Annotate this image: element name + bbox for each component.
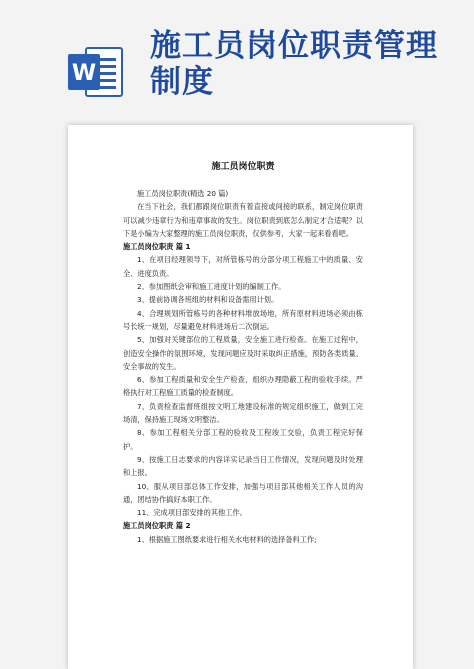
section-heading: 施工员岗位职责 篇 2 [123, 521, 191, 531]
paragraph: 在当下社会，我们都跟岗位职责有着直接或间接的联系，制定岗位职责可以减少违章行为和违章事故的发生。岗位职责到底怎么制定才合适呢？以下是小编为大家整理的施工员岗位职责，仅供参考，大家一起来看看吧。 [123, 202, 363, 238]
paragraph: 5、加强对关键部位的工程质量，安全施工进行检查。在施工过程中，创造安全操作的氛围环境，发现问题应及时采取纠正措施，预防各类质量、安全事故的发生。 [123, 335, 363, 371]
paragraph: 2、参加图纸会审和施工进度计划的编制工作。 [137, 282, 286, 292]
document-page [68, 125, 413, 669]
banner-title: 施工员岗位职责管理制度 [150, 28, 438, 100]
paragraph: 9、按施工日志要求的内容详实记录当日工作情况，发现问题及时处理和上报。 [123, 454, 363, 478]
paragraph-list [123, 187, 363, 546]
document-body [123, 161, 363, 546]
paragraph: 3、提前协调各班组的材料和设备需用计划。 [137, 295, 279, 305]
word-document-icon [64, 40, 128, 104]
paragraph: 1、根据施工图纸要求进行相关水电材料的选择备料工作; [137, 534, 317, 544]
paragraph: 1、在项目经理领导下，对所管栋号的分部分项工程施工中的质量、安全、进度负责。 [123, 255, 363, 278]
paragraph: 8、参加工程相关分部工程的验收及工程竣工交验，负责工程完好保护。 [123, 428, 363, 451]
paragraph: 4、合理规划所管栋号的各种材料堆放场地，所有原材料进场必须由栋号长统一规划，尽量避免材料进场后二次倒运。 [123, 308, 363, 331]
banner [0, 0, 474, 120]
svg-text:W: W [71, 61, 97, 86]
section-heading: 施工员岗位职责 篇 1 [123, 242, 191, 252]
paragraph: 10、服从项目部总体工作安排，加强与项目部其他相关工作人员的沟通，团结协作搞好本职工作。 [123, 481, 363, 504]
paragraph: 11、完成项目部安排的其他工作。 [137, 508, 247, 518]
document-title: 施工员岗位职责 [211, 162, 275, 172]
paragraph: 7、负责检查监督班组按文明工地建设标准的规定组织施工，做到工完场清，保持施工现场文明整洁。 [123, 401, 363, 425]
paragraph: 施工员岗位职责(精选 20 篇) [137, 189, 229, 198]
paragraph: 6、参加工程质量和安全生产检查，组织办理隐蔽工程的验收手续。严格执行对工程施工质量的检查制度。 [123, 375, 363, 398]
